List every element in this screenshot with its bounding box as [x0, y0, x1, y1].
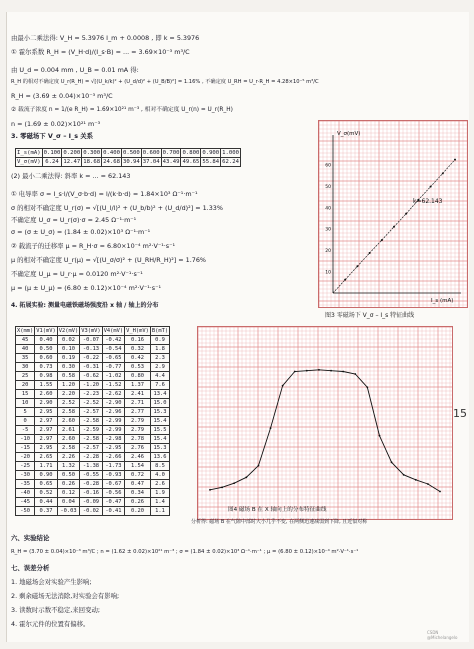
data-point	[270, 427, 272, 429]
table-header-cell: 0.600	[142, 150, 160, 156]
y-tick-label: 20	[325, 249, 331, 255]
table-cell: -0.77	[102, 363, 124, 372]
field-distribution-graph	[197, 326, 453, 520]
data-point	[209, 489, 211, 491]
data-point	[439, 491, 441, 493]
table-cell: -10	[16, 435, 35, 444]
text-line: σ 的相对不确定度 U_r(σ) = √[(U_l/l)² + (U_b/b)² + (U_d/d)²] = 1.33%	[11, 204, 223, 212]
data-point	[356, 265, 358, 267]
table-header-cell: 0.800	[182, 150, 200, 156]
text-line: μ 的相对不确定度 U_r(μ) = √[(U_σ/σ)² + (U_RH/R_H)²] = 1.76%	[11, 256, 206, 264]
table-cell: -2.98	[102, 435, 124, 444]
table-cell: 1.8	[150, 345, 169, 354]
table-cell: 0.16	[125, 336, 151, 345]
table-cell: 0.50	[35, 345, 57, 354]
table-cell: 13.6	[150, 453, 169, 462]
table-cell: 0.50	[57, 471, 79, 480]
table-cell: -25	[16, 462, 35, 471]
table-cell: 0.10	[57, 345, 79, 354]
table-cell: -0.22	[80, 354, 102, 363]
table-cell: 0	[16, 417, 35, 426]
table-header-cell: V_H(mV)	[126, 328, 149, 334]
table-cell: 2.95	[35, 408, 57, 417]
table-cell: -0.93	[102, 471, 124, 480]
data-point	[442, 172, 444, 174]
text-line: R_H = (3.69 ± 0.04)×10⁻³ m³/C	[11, 92, 113, 100]
text-line: ① 霍尔系数 R_H = (V_H·d)/(I_s·B) = ... = 3.69×10⁻³ m³/C	[11, 48, 190, 56]
text-line: 由最小二乘法得: V_H = 5.3976 I_m + 0.0008 , 即 k = 5.3976	[11, 34, 200, 42]
graph3-xlabel: I_s (mA)	[431, 298, 454, 304]
table-cell: 2.79	[125, 426, 151, 435]
table-header-cell: V3(mV)	[81, 328, 101, 334]
data-point	[294, 371, 296, 373]
table-cell: -0.62	[80, 372, 102, 381]
table-header-cell: V1(mV)	[36, 328, 56, 334]
y-tick-label: 30	[325, 227, 331, 233]
table-row	[16, 381, 170, 390]
table-header-cell: 0.200	[63, 150, 81, 156]
table-cell: -1.38	[80, 462, 102, 471]
table-cell: 0.42	[125, 354, 151, 363]
text-line: 不确定度 U_σ = U_r(σ)·σ = 2.45 Ω⁻¹·m⁻¹	[11, 216, 137, 224]
data-point	[318, 369, 320, 371]
table-cell: 15.4	[150, 435, 169, 444]
table-cell: 2.9	[150, 363, 169, 372]
text-line: μ = (μ ± U_μ) = (6.80 ± 0.12)×10⁻⁴ m²·V⁻¹·s⁻¹	[11, 284, 162, 292]
table-cell: 15	[16, 390, 35, 399]
table-row	[16, 399, 170, 408]
y-tick-label: 40	[325, 206, 331, 212]
table-row	[16, 417, 170, 426]
table-cell: 40	[16, 345, 35, 354]
table-cell: 2.65	[35, 453, 57, 462]
table-cell: 45	[16, 336, 35, 345]
table-row	[16, 390, 170, 399]
data-point	[403, 474, 405, 476]
table-cell: -0.42	[102, 336, 124, 345]
table-cell: 1.4	[150, 498, 169, 507]
table-cell: 2.6	[150, 480, 169, 489]
data-point	[245, 476, 247, 478]
section-heading: 3. 零磁场下 V_σ – I_s 关系	[11, 132, 94, 140]
table-cell: 13.4	[150, 390, 169, 399]
table-cell: -2.28	[80, 453, 102, 462]
table-cell: 2.58	[57, 408, 79, 417]
table-cell: -35	[16, 480, 35, 489]
page-number: 15	[453, 407, 467, 420]
data-point	[282, 385, 284, 387]
data-point	[354, 373, 356, 375]
table-cell: -2.58	[80, 435, 102, 444]
table-cell: 0.47	[125, 480, 151, 489]
table-row	[16, 363, 170, 372]
table-cell: 1.37	[125, 381, 151, 390]
table-cell: 0.90	[35, 471, 57, 480]
table-cell: -50	[16, 507, 35, 516]
table-header-cell: B(mT)	[151, 328, 169, 334]
y-tick-label: 50	[325, 184, 331, 190]
table-header-cell: 0.500	[122, 150, 140, 156]
vsigma-is-table	[15, 148, 241, 167]
graph4-caption: 图4 磁场 B 在 X 轴向上的分布特征曲线	[228, 507, 327, 513]
graph3-ylabel: V_σ(mV)	[337, 131, 361, 137]
table-header-cell: 0.400	[103, 150, 120, 156]
graph3-slope-label: k=62.143	[413, 198, 443, 205]
table-row	[16, 507, 170, 516]
text-line: R_H = (3.70 ± 0.04)×10⁻³ m³/C ; n = (1.62 ± 0.02)×10²¹ m⁻³ ; σ = (1.84 ± 0.02)×10³ Ω⁻¹·m⁻¹ ; μ = (6.80 ± 0.12)×10⁻⁴ m²·V⁻¹·s⁻¹	[11, 549, 359, 555]
table-row	[16, 489, 170, 498]
text-line: σ = (σ ± U_σ) = (1.84 ± 0.02)×10³ Ω⁻¹·m⁻¹	[11, 228, 151, 236]
magnetic-field-table	[15, 326, 170, 516]
table-cell: -1.02	[102, 372, 124, 381]
table-cell: -2.57	[80, 444, 102, 453]
table-cell: 15.3	[150, 444, 169, 453]
table-cell: 1.1	[150, 507, 169, 516]
table-cell: -2.59	[80, 426, 102, 435]
table-cell: -0.41	[102, 507, 124, 516]
table-row	[16, 426, 170, 435]
table-cell: 0.26	[57, 480, 79, 489]
watermark-stamp: CSDN @Michelangelo	[427, 630, 458, 640]
y-tick-label: 10	[325, 270, 331, 276]
table-cell: -2.57	[80, 408, 102, 417]
table-row	[16, 480, 170, 489]
text-line: n = (1.69 ± 0.02)×10²¹ m⁻³	[11, 120, 101, 128]
table-cell: 62.24	[222, 159, 240, 165]
table-cell: 0.52	[35, 489, 57, 498]
table-cell: 0.02	[57, 336, 79, 345]
table-cell: -2.99	[102, 426, 124, 435]
table-cell: 0.12	[57, 489, 79, 498]
table-header-cell: 0.700	[162, 150, 180, 156]
table-cell: -0.09	[80, 498, 102, 507]
table-cell: -1.52	[102, 381, 124, 390]
table-cell: 30.94	[122, 159, 140, 165]
table-cell: 37.04	[142, 159, 160, 165]
table-cell: 15.3	[150, 408, 169, 417]
table-cell: 1.54	[125, 462, 151, 471]
text-line: (2) 最小二乘法得: 斜率 k = ... = 62.143	[11, 172, 131, 180]
table-cell: 10	[16, 399, 35, 408]
table-cell: 43.49	[162, 159, 180, 165]
table-cell: 35	[16, 354, 35, 363]
table-cell: 30	[16, 363, 35, 372]
table-cell: 2.95	[35, 444, 57, 453]
table-cell: -1.73	[102, 462, 124, 471]
table-cell: 15.0	[150, 399, 169, 408]
table-cell: 2.97	[35, 417, 57, 426]
table-cell: 0.19	[57, 354, 79, 363]
table-cell: -2.66	[102, 453, 124, 462]
table-cell: 0.9	[150, 336, 169, 345]
table-cell: 0.72	[125, 471, 151, 480]
table-cell: 5	[16, 408, 35, 417]
table-cell: -0.31	[80, 363, 102, 372]
text-line: 由 U_d = 0.004 mm , U_B = 0.01 mA 得:	[11, 66, 139, 74]
table-cell: 15.4	[150, 417, 169, 426]
analysis-note: 分析得: 磁场 B 在气隙中部时大小几乎不变, 在两侧迅速减弱到下降, 且近似对称	[191, 519, 368, 525]
data-point	[454, 159, 456, 161]
table-cell: 2.78	[125, 435, 151, 444]
table-cell: 2.90	[35, 399, 57, 408]
data-point	[330, 370, 332, 372]
table-cell: -2.62	[102, 390, 124, 399]
table-cell: -2.52	[80, 399, 102, 408]
table-row	[16, 408, 170, 417]
table-cell: 2.97	[35, 435, 57, 444]
table-cell: 0.98	[35, 372, 57, 381]
table-cell: -0.56	[102, 489, 124, 498]
data-point	[369, 252, 371, 254]
table-cell: -0.65	[102, 354, 124, 363]
table-header-cell: 0.900	[202, 150, 220, 156]
table-row	[16, 471, 170, 480]
data-point	[381, 239, 383, 241]
table-cell: -40	[16, 489, 35, 498]
table-row	[16, 462, 170, 471]
table-cell: 2.3	[150, 354, 169, 363]
table-cell: -2.96	[102, 408, 124, 417]
data-point	[415, 479, 417, 481]
table-cell: 20	[16, 381, 35, 390]
table-cell: -1.20	[80, 381, 102, 390]
table-cell: 15.5	[150, 426, 169, 435]
table-cell: 2.71	[125, 399, 151, 408]
table-cell: -2.90	[102, 399, 124, 408]
section-heading: 七、误差分析	[11, 564, 50, 572]
table-cell: -0.54	[102, 345, 124, 354]
table-row	[16, 435, 170, 444]
table-cell: 0.37	[35, 507, 57, 516]
table-cell: 0.32	[125, 345, 151, 354]
table-cell: -20	[16, 453, 35, 462]
table-cell: -45	[16, 498, 35, 507]
data-point	[258, 465, 260, 467]
text-line: ② 载流子的迁移率 μ = R_H·σ = 6.80×10⁻⁴ m²·V⁻¹·s⁻¹	[11, 242, 176, 250]
data-point	[379, 435, 381, 437]
table-cell: 1.20	[57, 381, 79, 390]
table-cell: 2.79	[125, 417, 151, 426]
table-cell: 1.32	[57, 462, 79, 471]
table-cell: 6.24	[42, 158, 62, 167]
data-point	[306, 370, 308, 372]
table-header-cell: I_s(mA)	[17, 150, 41, 156]
table-cell: -2.95	[102, 444, 124, 453]
table-cell: 4.4	[150, 372, 169, 381]
table-cell: 0.26	[125, 498, 151, 507]
table-row	[16, 336, 170, 345]
table-cell: -0.02	[80, 507, 102, 516]
field-curve	[210, 370, 440, 492]
table-cell: 25	[16, 372, 35, 381]
section-heading: 六、实验结论	[11, 534, 50, 542]
table-header-cell: V4(mV)	[103, 328, 124, 334]
table-cell: 49.65	[182, 159, 200, 165]
text-line: 2. 剩余磁场无法消除,对实验会有影响;	[11, 592, 120, 600]
table-cell: 1.71	[35, 462, 57, 471]
table-row	[16, 345, 170, 354]
table-cell: V_σ(mV)	[17, 159, 41, 165]
text-line: R_H 的相对不确定度 U_r(R_H) = √[(U_k/k)² + (U_d/d)² + (U_B/B)²] = 1.16% , 不确定度 U_RH = U_r·R_H = 4.28×10⁻⁵ m³/C	[11, 79, 319, 85]
table-cell: 2.60	[57, 435, 79, 444]
text-line: 1. 地磁场会对实验产生影响;	[11, 578, 92, 586]
data-point	[366, 386, 368, 388]
table-cell: -0.28	[80, 480, 102, 489]
table-cell: 7.6	[150, 381, 169, 390]
table-row	[16, 498, 170, 507]
notebook-page	[6, 12, 469, 642]
table-cell: -0.07	[80, 336, 102, 345]
table-cell: 0.73	[35, 363, 57, 372]
table-cell: 24.68	[103, 159, 120, 165]
table-cell: 2.60	[57, 417, 79, 426]
data-point	[405, 213, 407, 215]
table-cell: 18.68	[83, 159, 101, 165]
data-point	[427, 483, 429, 485]
table-cell: 2.61	[57, 426, 79, 435]
y-tick-label: 60	[325, 163, 331, 169]
table-header-cell: X(mm)	[17, 328, 34, 334]
table-cell: 2.76	[125, 444, 151, 453]
table-cell: 0.34	[125, 489, 151, 498]
table-cell: -0.55	[80, 471, 102, 480]
table-header-cell: 1.000	[222, 150, 240, 156]
data-point	[393, 226, 395, 228]
graph3-caption: 图3 零磁场下 V_σ – I_s 特征曲线	[325, 312, 415, 319]
table-cell: -0.03	[57, 507, 79, 516]
table-cell: 0.30	[57, 363, 79, 372]
table-cell: -2.23	[80, 390, 102, 399]
text-line: 4. 霍尔元件的位置有偏移。	[11, 620, 90, 628]
table-cell: 0.58	[57, 372, 79, 381]
table-cell: -30	[16, 471, 35, 480]
table-header-cell: 0.100	[43, 150, 61, 156]
text-line: 3. 读数时示数不稳定,来回变动;	[11, 606, 101, 614]
vsigma-is-graph	[318, 120, 468, 308]
table-cell: -2.58	[80, 417, 102, 426]
table-cell: 2.60	[35, 390, 57, 399]
table-cell: 2.46	[125, 453, 151, 462]
table-cell: 2.97	[35, 426, 57, 435]
table-cell: 1.9	[150, 489, 169, 498]
table-cell: 0.44	[35, 498, 57, 507]
table-cell: -2.99	[102, 417, 124, 426]
table-cell: 1.55	[35, 381, 57, 390]
table-cell: 0.80	[125, 372, 151, 381]
table-cell: 2.20	[57, 390, 79, 399]
data-point	[233, 482, 235, 484]
table-cell: -0.67	[102, 480, 124, 489]
data-point	[344, 279, 346, 281]
table-row	[16, 453, 170, 462]
table-cell: 8.5	[150, 462, 169, 471]
table-cell: 2.26	[57, 453, 79, 462]
table-cell: 0.04	[57, 498, 79, 507]
table-cell: 2.41	[125, 390, 151, 399]
table-cell: 0.65	[35, 480, 57, 489]
table-cell: 4.0	[150, 471, 169, 480]
table-header-cell: V2(mV)	[58, 328, 79, 334]
table-cell: 12.47	[63, 159, 81, 165]
table-cell: -0.16	[80, 489, 102, 498]
section-heading: 4. 拓展实验: 测量电磁铁磁场强度沿 x 轴 / 轴上的分布	[11, 302, 159, 309]
data-point	[342, 371, 344, 373]
table-cell: 2.52	[57, 399, 79, 408]
table-row	[16, 372, 170, 381]
table-cell: -5	[16, 426, 35, 435]
text-line: 不确定度 U_μ = U_r·μ = 0.0120 m²·V⁻¹·s⁻¹	[11, 270, 143, 278]
text-line: ② 载流子浓度 n = 1/(e R_H) = 1.69×10²¹ m⁻³ , 相对不确定度 U_r(n) = U_r(R_H)	[11, 107, 233, 113]
table-cell: -15	[16, 444, 35, 453]
table-cell: -0.47	[102, 498, 124, 507]
data-point	[391, 461, 393, 463]
table-cell: 0.60	[35, 354, 57, 363]
table-cell: -0.13	[80, 345, 102, 354]
table-cell: 2.77	[125, 408, 151, 417]
table-cell: 0.20	[125, 507, 151, 516]
table-row	[16, 444, 170, 453]
data-point	[221, 486, 223, 488]
text-line: ① 电导率 σ = I_s·l/(V_σ·b·d) = l/(k·b·d) = 1.84×10³ Ω⁻¹·m⁻¹	[11, 190, 198, 198]
table-row	[16, 354, 170, 363]
table-header-cell: 0.300	[83, 150, 101, 156]
table-cell: 0.53	[125, 363, 151, 372]
table-cell: 0.40	[35, 336, 57, 345]
data-point	[430, 186, 432, 188]
table-cell: 2.58	[57, 444, 79, 453]
table-cell: 55.84	[202, 159, 220, 165]
